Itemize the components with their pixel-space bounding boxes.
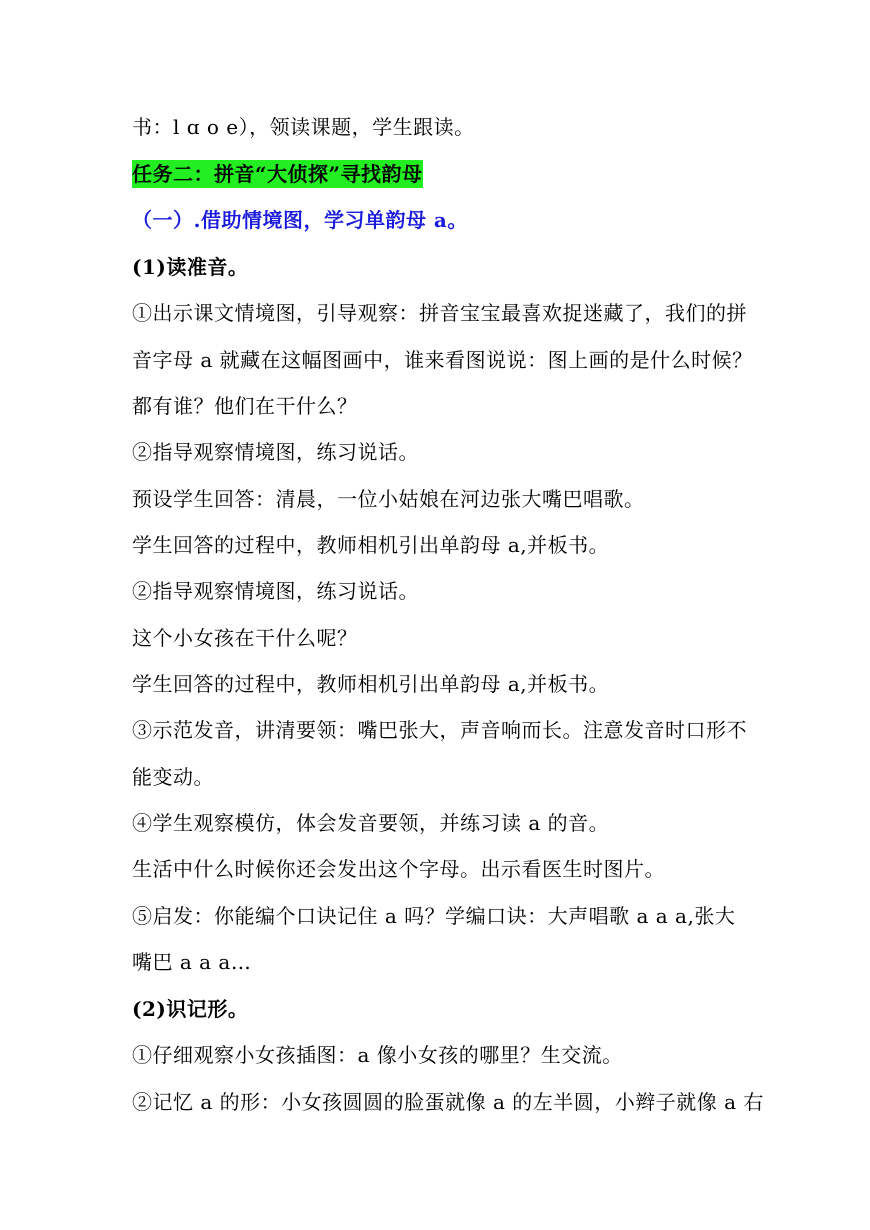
- paragraph-line: ①仔细观察小女孩插图：a 像小女孩的哪里？生交流。: [132, 1043, 623, 1067]
- paragraph-line: 学生回答的过程中，教师相机引出单韵母 a,并板书。: [132, 533, 610, 557]
- paragraph-line: ⑤启发：你能编个口诀记住 a 吗？学编口诀：大声唱歌 a a a,张大: [132, 904, 736, 928]
- paragraph-line: ②指导观察情境图，练习说话。: [132, 440, 419, 464]
- paragraph-line: ②指导观察情境图，练习说话。: [132, 579, 419, 603]
- section-heading-pronunciation: (1)读准音。: [132, 255, 249, 279]
- paragraph-line: 预设学生回答：清晨，一位小姑娘在河边张大嘴巴唱歌。: [132, 487, 645, 511]
- paragraph-line: 音字母 a 就藏在这幅图画中，谁来看图说说：图上画的是什么时候？: [132, 348, 753, 372]
- paragraph-line: ①出示课文情境图，引导观察：拼音宝宝最喜欢捉迷藏了，我们的拼: [132, 301, 747, 325]
- paragraph-line: 都有谁？他们在干什么？: [132, 394, 358, 418]
- paragraph-line: ②记忆 a 的形：小女孩圆圆的脸蛋就像 a 的左半圆，小辫子就像 a 右: [132, 1090, 764, 1114]
- task-heading: [132, 160, 772, 188]
- paragraph-line: 学生回答的过程中，教师相机引出单韵母 a,并板书。: [132, 672, 610, 696]
- text-line-continuation: 书：l ɑ o e），领读课题，学生跟读。: [132, 115, 475, 139]
- task-heading-highlight: 任务二：拼音“大侦探”寻找韵母: [132, 162, 423, 186]
- section-heading-shape: (2)识记形。: [132, 997, 249, 1021]
- paragraph-line: 生活中什么时候你还会发出这个字母。出示看医生时图片。: [132, 857, 665, 881]
- subheading-a: （一）.借助情境图，学习单韵母 a。: [132, 208, 468, 232]
- paragraph-line: ④学生观察模仿，体会发音要领，并练习读 a 的音。: [132, 811, 610, 835]
- paragraph-line: ③示范发音，讲清要领：嘴巴张大，声音响而长。注意发音时口形不: [132, 718, 747, 742]
- paragraph-line: 嘴巴 a a a…: [132, 950, 252, 974]
- paragraph-line: 能变动。: [132, 765, 214, 789]
- paragraph-line: 这个小女孩在干什么呢？: [132, 626, 358, 650]
